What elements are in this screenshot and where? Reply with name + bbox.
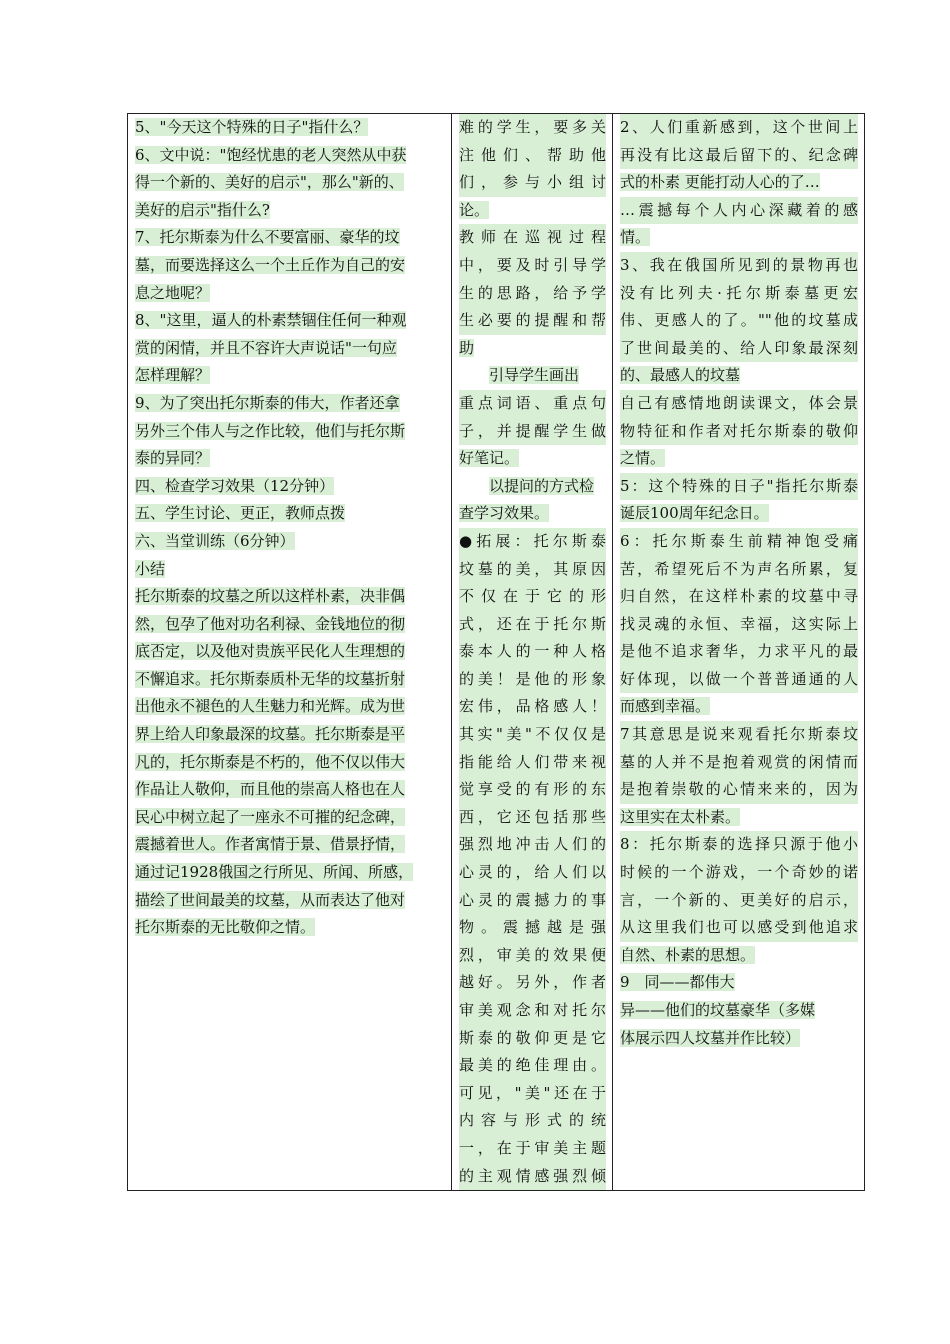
extension-line: 的美！是他的形象 xyxy=(459,666,606,694)
answer-8-line: 8：托尔斯泰的选择只源于他小 xyxy=(620,831,858,859)
extension-line: 西，它还包括那些 xyxy=(459,804,606,832)
question-8-line: 怎样理解？ xyxy=(135,366,211,385)
activity-line: 难的学生，要多关 xyxy=(459,114,606,142)
extension-line: 式，还在于托尔斯 xyxy=(459,611,606,639)
activity-line: 查学习效果。 xyxy=(459,504,550,523)
answer-2-line: 情。 xyxy=(620,228,651,247)
answer-7-line: 7其意思是说来观看托尔斯泰坟 xyxy=(620,721,858,749)
answer-8-line: 自然、朴素的思想。 xyxy=(620,945,756,964)
answer-3-line: 伟、更感人的了。""他的坟墓成 xyxy=(620,307,858,335)
summary-line: 出他永不褪色的人生魅力和光辉。成为世 xyxy=(135,697,406,716)
answer-2-line: 再没有比这最后留下的、纪念碑 xyxy=(620,142,858,170)
extension-line: 觉享受的有形的东 xyxy=(459,776,606,804)
activity-line: 生必要的提醒和帮 xyxy=(459,307,606,335)
extension-line: 的主观情感强烈倾 xyxy=(459,1163,606,1191)
extension-line: 不仅在于它的形 xyxy=(459,583,606,611)
activity-line: 论。 xyxy=(459,200,490,219)
question-9-line: 9、为了突出托尔斯泰的伟大，作者还拿 xyxy=(135,393,400,412)
summary-line: 通过记1928俄国之行所见、所闻、所感， xyxy=(135,863,414,882)
answer-7-line: 墓的人并不是抱着观赏的闲情而 xyxy=(620,749,858,777)
extension-line: 其实"美"不仅仅是 xyxy=(459,721,606,749)
answer-3-line: 3、我在俄国所见到的景物再也 xyxy=(620,252,858,280)
answer-6-line: 苦，希望死后不为声名所累，复 xyxy=(620,556,858,584)
activity-line: 子，并提醒学生做 xyxy=(459,418,606,446)
answer-8-line: 从这里我们也可以感受到他追求 xyxy=(620,914,858,942)
extension-line: 斯泰的敬仰更是它 xyxy=(459,1025,606,1053)
answer-2-line: …震撼每个人内心深藏着的感 xyxy=(620,197,858,225)
activity-line: 生的思路，给予学 xyxy=(459,280,606,308)
extension-line: 内容与形式的统 xyxy=(459,1107,606,1135)
answer-3-line: 的、最感人的坟墓 xyxy=(620,366,741,385)
question-6-line: 美好的启示"指什么? xyxy=(135,200,270,219)
summary-line: 托尔斯泰的坟墓之所以这样朴素，决非偶 xyxy=(135,587,406,606)
extension-line: 烈，审美的效果便 xyxy=(459,942,606,970)
answer-6-line: 是他不追求奢华，力求平凡的最 xyxy=(620,638,858,666)
summary-heading: 小结 xyxy=(135,559,166,578)
answer-9-line: 9 同——都伟大 xyxy=(620,973,735,992)
question-7-line: 墓，而要选择这么一个土丘作为自己的安 xyxy=(135,255,406,274)
answer-3-line: 了世间最美的、给人印象最深刻 xyxy=(620,335,858,363)
summary-line: 托尔斯泰的无比敬仰之情。 xyxy=(135,918,316,937)
answer-2-line: 式的朴素 更能打动人心的了… xyxy=(620,173,820,192)
activity-line: 中，要及时引导学 xyxy=(459,252,606,280)
answer-9-line: 体展示四人坟墓并作比较） xyxy=(620,1028,801,1047)
summary-line: 然，包孕了他对功名利禄、金钱地位的彻 xyxy=(135,614,406,633)
answer-2-line: 2、人们重新感到，这个世间上 xyxy=(620,114,858,142)
answer-5-line: 诞辰100周年纪念日。 xyxy=(620,504,769,523)
question-7-line: 息之地呢？ xyxy=(135,283,211,302)
question-9-line: 另外三个伟人与之作比较，他们与托尔斯 xyxy=(135,421,406,440)
section-heading-discussion: 五、学生讨论、更正，教师点拨 xyxy=(135,504,346,523)
question-5: 5、"今天这个特殊的日子"指什么？ xyxy=(135,118,369,136)
lesson-plan-table xyxy=(127,113,865,1191)
activity-line: 们，参与小组讨 xyxy=(459,169,606,197)
table-row xyxy=(128,114,865,1191)
answer-5-line: 5：这个特殊的日子"指托尔斯泰 xyxy=(620,473,858,501)
question-6-line: 得一个新的、美好的启示"，那么"新的、 xyxy=(135,173,404,192)
answer-3-line: 没有比列夫·托尔斯泰墓更宏 xyxy=(620,280,858,308)
extension-line: ●拓展：托尔斯泰 xyxy=(459,528,606,556)
answer-9-line: 异——他们的坟墓豪华（多媒 xyxy=(620,1001,816,1019)
answer-8-line: 时候的一个游戏，一个奇妙的诺 xyxy=(620,859,858,887)
summary-line: 民心中树立起了一座永不可摧的纪念碑， xyxy=(135,807,406,826)
activity-line: 助 xyxy=(459,338,475,357)
section-heading-check: 四、检查学习效果（12分钟） xyxy=(135,476,335,495)
teacher-activity-column xyxy=(452,114,613,1191)
extension-line: 心灵的，给人们以 xyxy=(459,859,606,887)
reading-task-line: 自己有感情地朗读课文，体会景 xyxy=(620,390,858,418)
question-9-line: 泰的异同？ xyxy=(135,449,211,468)
section-heading-training: 六、当堂训练（6分钟） xyxy=(135,531,295,550)
extension-line: 强烈地冲击人们的 xyxy=(459,831,606,859)
question-6-line: 6、文中说："饱经忧患的老人突然从中获 xyxy=(135,145,407,164)
summary-line: 界上给人印象最深的坟墓。托尔斯泰是平 xyxy=(135,725,406,744)
extension-line: 宏伟，品格感人！ xyxy=(459,693,606,721)
extension-line: 指能给人们带来视 xyxy=(459,749,606,777)
extension-line: 坟墓的美，其原因 xyxy=(459,556,606,584)
summary-line: 底否定，以及他对贵族平民化人生理想的 xyxy=(135,642,406,661)
answer-6-line: 找灵魂的永恒、幸福，这实际上 xyxy=(620,611,858,639)
answer-6-line: 而感到幸福。 xyxy=(620,697,711,716)
question-8-line: 8、"这里，逼人的朴素禁锢住任何一种观 xyxy=(135,311,407,330)
activity-line: 重点词语、重点句 xyxy=(459,390,606,418)
extension-line: 泰本人的一种人格 xyxy=(459,638,606,666)
summary-line: 凡的，托尔斯泰是不朽的，他不仅以伟大 xyxy=(135,752,406,771)
extension-line: 可见，"美"还在于 xyxy=(459,1080,606,1108)
question-8-line: 赏的闲情，并且不容许大声说话"一句应 xyxy=(135,338,397,357)
activity-line: 注他们、帮助他 xyxy=(459,142,606,170)
summary-line: 描绘了世间最美的坟墓，从而表达了他对 xyxy=(135,890,406,909)
summary-line: 不懈追求。托尔斯泰质朴无华的坟墓折射 xyxy=(135,669,406,688)
answer-7-line: 是抱着崇敬的心情来来的，因为 xyxy=(620,776,858,804)
extension-line: 一，在于审美主题 xyxy=(459,1135,606,1163)
teaching-content-column xyxy=(128,114,452,1191)
activity-line: 好笔记。 xyxy=(459,449,520,468)
summary-line: 震撼着世人。作者寓情于景、借景抒情， xyxy=(135,835,406,854)
answer-6-line: 6：托尔斯泰生前精神饱受痛 xyxy=(620,528,858,556)
extension-line: 心灵的震撼力的事 xyxy=(459,887,606,915)
reading-task-line: 物特征和作者对托尔斯泰的敬仰 xyxy=(620,418,858,446)
answer-6-line: 好体现，以做一个普普通通的人 xyxy=(620,666,858,694)
summary-line: 作品让人敬仰，而且他的崇高人格也在人 xyxy=(135,780,406,799)
answer-8-line: 言，一个新的、更美好的启示， xyxy=(620,887,858,915)
extension-line: 越好。另外，作者 xyxy=(459,969,606,997)
extension-line: 审美观念和对托尔 xyxy=(459,997,606,1025)
activity-line: 以提问的方式检 xyxy=(489,476,595,495)
answers-column xyxy=(613,114,865,1191)
activity-line: 教师在巡视过程 xyxy=(459,224,606,252)
extension-line: 最美的绝佳理由。 xyxy=(459,1052,606,1080)
answer-7-line: 这里实在太朴素。 xyxy=(620,807,741,826)
question-7-line: 7、托尔斯泰为什么不要富丽、豪华的坟 xyxy=(135,228,400,247)
reading-task-line: 之情。 xyxy=(620,449,666,468)
answer-6-line: 归自然，在这样朴素的坟墓中寻 xyxy=(620,583,858,611)
activity-line: 引导学生画出 xyxy=(489,366,580,385)
extension-line: 物。震撼越是强 xyxy=(459,914,606,942)
